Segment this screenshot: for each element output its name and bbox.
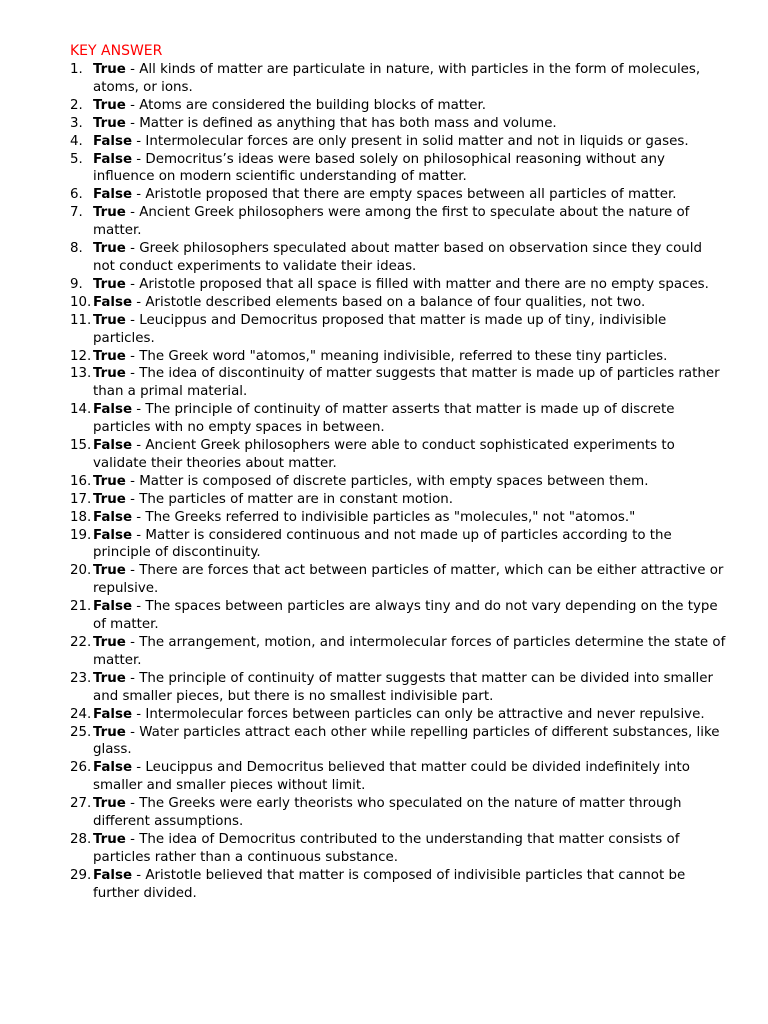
answer-number: 23. [70, 670, 92, 686]
answer-statement: - The Greeks were early theorists who speculated on the nature of matter through different assumptions. [93, 796, 682, 830]
answer-item [0, 115, 728, 133]
answer-number: 13. [70, 366, 92, 382]
answer-number: 8. [70, 241, 83, 257]
answer-verdict: False [93, 509, 133, 525]
answer-statement: - Aristotle described elements based on a balance of four qualities, not two. [132, 294, 646, 310]
answer-verdict: True [93, 563, 126, 579]
answer-list [0, 61, 768, 903]
answer-item [0, 491, 728, 509]
answer-number: 1. [70, 62, 83, 77]
answer-number: 19. [70, 527, 92, 543]
answer-number: 26. [70, 760, 92, 776]
answer-item [0, 670, 728, 706]
answer-statement: - The arrangement, motion, and intermolecular forces of particles determine the state of matter. [93, 635, 726, 668]
answer-number: 24. [70, 706, 92, 722]
answer-statement: - The idea of Democritus contributed to the understanding that matter consists of particles rather than a continuous substance. [93, 831, 680, 865]
answer-number: 3. [70, 115, 83, 131]
answer-statement: - The Greeks referred to indivisible particles as "molecules," not "atomos." [132, 509, 636, 525]
answer-verdict: False [93, 438, 133, 454]
answer-verdict: False [93, 599, 133, 615]
answer-statement: - Democritus’s ideas were based solely on philosophical reasoning without any influence on modern scientific understanding of matter. [93, 151, 665, 185]
answer-statement: - Matter is considered continuous and not made up of particles according to the principle of discontinuity. [93, 527, 672, 561]
answer-statement: - The idea of discontinuity of matter suggests that matter is made up of particles rather than a primal material. [93, 366, 720, 400]
answer-verdict: True [93, 366, 126, 382]
answer-item [0, 276, 728, 294]
answer-number: 6. [70, 187, 83, 203]
answer-number: 28. [70, 831, 92, 847]
answer-item [0, 348, 728, 366]
answer-verdict: True [93, 796, 126, 812]
answer-statement: - Ancient Greek philosophers were able to conduct sophisticated experiments to validate their theories about matter. [93, 438, 675, 471]
answer-item [0, 151, 728, 187]
answer-number: 16. [70, 473, 92, 489]
answer-statement: - The principle of continuity of matter asserts that matter is made up of discrete particles with no empty spaces in between. [93, 402, 675, 436]
answer-item [0, 598, 728, 634]
answer-statement: - There are forces that act between particles of matter, which can be either attractive or repulsive. [93, 563, 724, 597]
answer-number: 15. [70, 438, 92, 454]
answer-item [0, 831, 728, 867]
answer-number: 21. [70, 599, 92, 615]
answer-verdict: False [93, 402, 133, 418]
answer-verdict: True [93, 348, 126, 364]
answer-item [0, 759, 728, 795]
answer-item [0, 312, 728, 348]
answer-verdict: True [93, 724, 126, 740]
answer-verdict: True [93, 115, 126, 131]
answer-statement: - The Greek word "atomos," meaning indivisible, referred to these tiny particles. [125, 348, 668, 364]
answer-number: 7. [70, 205, 83, 221]
answer-verdict: False [93, 867, 133, 883]
answer-verdict: False [93, 760, 133, 776]
answer-item [0, 527, 728, 563]
answer-statement: - Leucippus and Democritus proposed that matter is made up of tiny, indivisible particles. [93, 312, 667, 346]
answer-statement: - Matter is defined as anything that has both mass and volume. [125, 115, 557, 131]
answer-item [0, 204, 728, 240]
answer-number: 5. [70, 151, 83, 167]
answer-number: 14. [70, 402, 92, 418]
answer-number: 29. [70, 867, 92, 883]
answer-statement: - Matter is composed of discrete particles, with empty spaces between them. [125, 473, 649, 489]
answer-verdict: False [93, 151, 133, 167]
answer-item [0, 795, 728, 831]
answer-item [0, 867, 728, 903]
answer-item [0, 240, 728, 276]
answer-statement: - Aristotle proposed that there are empty spaces between all particles of matter. [132, 187, 677, 203]
answer-verdict: True [93, 62, 126, 77]
answer-item [0, 509, 728, 527]
answer-statement: - Leucippus and Democritus believed that matter could be divided indefinitely into smaller and smaller pieces without limit. [93, 760, 690, 794]
answer-verdict: True [93, 205, 126, 221]
answer-verdict: False [93, 527, 133, 543]
answer-item [0, 186, 728, 204]
answer-verdict: True [93, 276, 126, 292]
answer-statement: - All kinds of matter are particulate in nature, with particles in the form of molecules, atoms, or ions. [93, 62, 701, 95]
answer-number: 4. [70, 133, 83, 149]
answer-verdict: True [93, 241, 126, 257]
answer-statement: - Greek philosophers speculated about matter based on observation since they could not conduct experiments to validate their ideas. [93, 241, 702, 274]
answer-item [0, 133, 728, 151]
answer-number: 18. [70, 509, 92, 525]
answer-verdict: True [93, 670, 126, 686]
answer-verdict: True [93, 635, 126, 650]
answer-statement: - The particles of matter are in constant motion. [125, 491, 454, 507]
answer-statement: - Ancient Greek philosophers were among the first to speculate about the nature of matter. [93, 205, 690, 239]
answer-number: 22. [70, 635, 92, 650]
answer-item [0, 294, 728, 312]
answer-verdict: True [93, 491, 126, 507]
answer-statement: - Atoms are considered the building blocks of matter. [125, 97, 487, 113]
answer-verdict: True [93, 473, 126, 489]
answer-item [0, 97, 728, 115]
answer-item [0, 473, 728, 491]
answer-number: 9. [70, 276, 83, 292]
answer-item [0, 61, 728, 97]
answer-item [0, 634, 728, 670]
answer-number: 11. [70, 312, 92, 328]
answer-number: 12. [70, 348, 92, 364]
answer-verdict: False [93, 133, 133, 149]
page-title: KEY ANSWER [70, 43, 163, 59]
answer-item [0, 706, 728, 724]
answer-item [0, 365, 728, 401]
answer-verdict: False [93, 187, 133, 203]
answer-item [0, 401, 728, 437]
answer-item [0, 724, 728, 760]
answer-verdict: True [93, 831, 126, 847]
answer-item [0, 562, 728, 598]
answer-number: 17. [70, 491, 92, 507]
answer-statement: - Intermolecular forces between particles can only be attractive and never repulsive. [132, 706, 705, 722]
answer-statement: - The principle of continuity of matter suggests that matter can be divided into smaller and smaller pieces, but there is no smallest indivisible part. [93, 670, 713, 704]
answer-statement: - Intermolecular forces are only present in solid matter and not in liquids or gases. [132, 133, 689, 149]
answer-verdict: True [93, 97, 126, 113]
answer-number: 2. [70, 97, 83, 113]
answer-statement: - Aristotle proposed that all space is filled with matter and there are no empty spaces. [125, 276, 709, 292]
answer-verdict: False [93, 294, 133, 310]
answer-item [0, 437, 728, 473]
answer-statement: - The spaces between particles are always tiny and do not vary depending on the type of matter. [93, 599, 718, 633]
answer-number: 27. [70, 796, 92, 812]
answer-verdict: True [93, 312, 126, 328]
answer-number: 25. [70, 724, 92, 740]
answer-statement: - Aristotle believed that matter is composed of indivisible particles that cannot be further divided. [93, 867, 686, 901]
answer-verdict: False [93, 706, 133, 722]
answer-statement: - Water particles attract each other while repelling particles of different substances, like glass. [93, 724, 720, 758]
answer-number: 20. [70, 563, 92, 579]
answer-number: 10. [70, 294, 92, 310]
